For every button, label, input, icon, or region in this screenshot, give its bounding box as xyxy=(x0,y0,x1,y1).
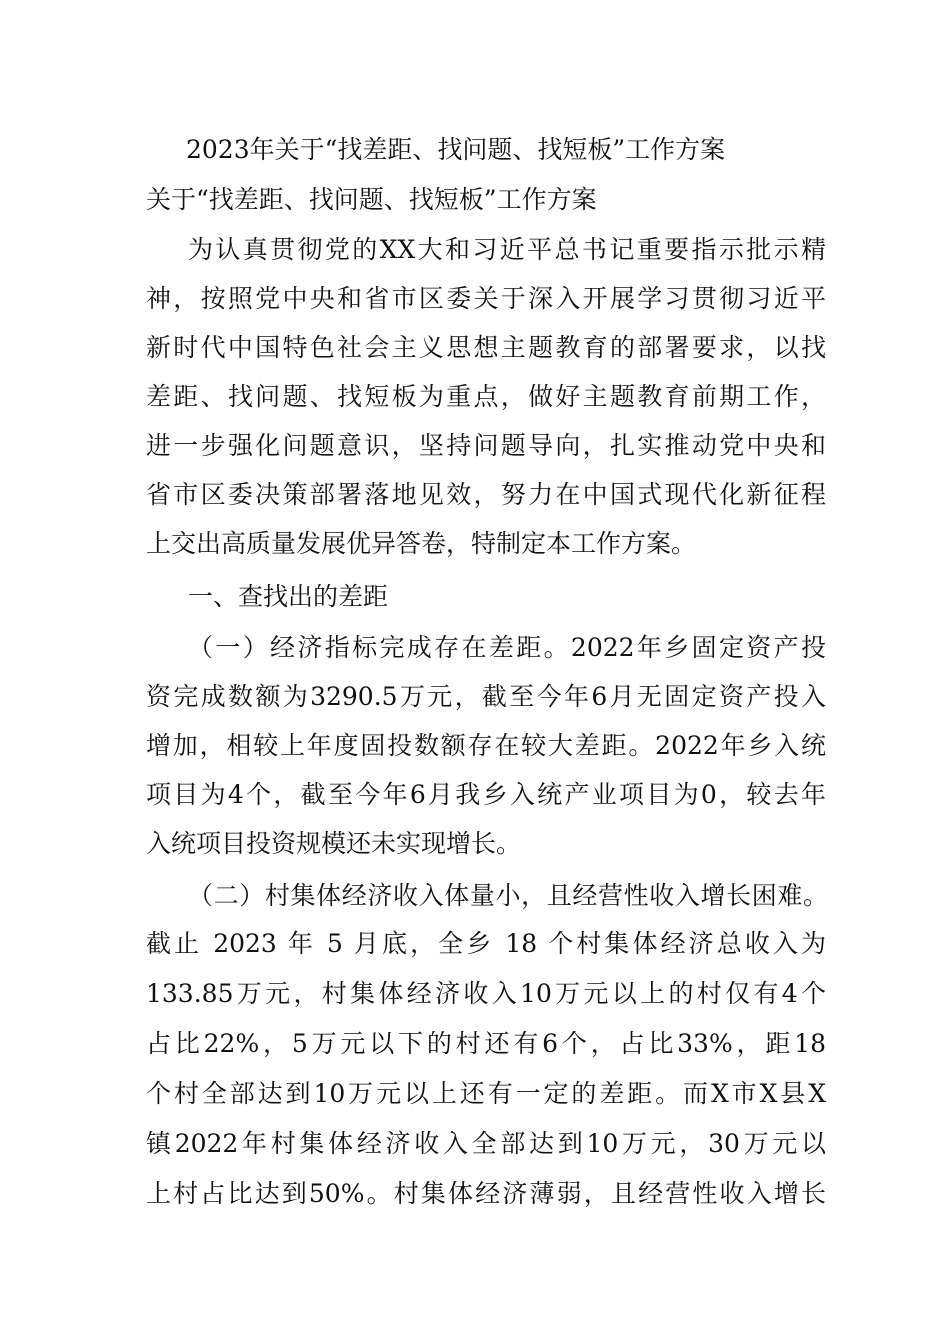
document-subtitle: 关于“找差距、找问题、找短板”工作方案 xyxy=(146,185,597,214)
paragraph-line: 进一步强化问题意识，坚持问题导向，扎实推动党中央和 xyxy=(146,431,826,460)
paragraph-line: 新时代中国特色社会主义思想主题教育的部署要求，以找 xyxy=(146,333,826,362)
paragraph-line: 镇2022年村集体经济收入全部达到10万元，30万元以 xyxy=(146,1129,826,1158)
paragraph-line: 为认真贯彻党的XX大和习近平总书记重要指示批示精 xyxy=(188,235,826,264)
section-heading: 一、查找出的差距 xyxy=(188,582,389,611)
paragraph-line: 133.85万元，村集体经济收入10万元以上的村仅有4个 xyxy=(146,979,826,1008)
paragraph-line: 截止 2023 年 5 月底，全乡 18 个村集体经济总收入为 xyxy=(146,929,826,958)
paragraph-line: 神，按照党中央和省市区委关于深入开展学习贯彻习近平 xyxy=(146,284,826,313)
paragraph-line: 上村占比达到50%。村集体经济薄弱，且经营性收入增长 xyxy=(146,1179,826,1208)
paragraph-line: 占比22%，5万元以下的村还有6个，占比33%，距18 xyxy=(146,1029,826,1058)
paragraph-line: 个村全部达到10万元以上还有一定的差距。而X市X县X xyxy=(146,1079,826,1108)
paragraph-line: （一）经济指标完成存在差距。2022年乡固定资产投 xyxy=(188,633,826,662)
paragraph-line: 上交出高质量发展优异答卷，特制定本工作方案。 xyxy=(146,529,697,558)
paragraph-line: 增加，相较上年度固投数额存在较大差距。2022年乡入统 xyxy=(146,731,826,760)
paragraph-line: 资完成数额为3290.5万元，截至今年6月无固定资产投入 xyxy=(146,682,826,711)
paragraph-line: 省市区委决策部署落地见效，努力在中国式现代化新征程 xyxy=(146,480,826,509)
paragraph-line: （二）村集体经济收入体量小，且经营性收入增长困难。 xyxy=(188,881,828,910)
paragraph-line: 入统项目投资规模还未实现增长。 xyxy=(146,829,522,858)
document-title: 2023年关于“找差距、找问题、找短板”工作方案 xyxy=(186,135,726,164)
paragraph-line: 项目为4个，截至今年6月我乡入统产业项目为0，较去年 xyxy=(146,780,826,809)
paragraph-line: 差距、找问题、找短板为重点，做好主题教育前期工作， xyxy=(146,382,826,411)
